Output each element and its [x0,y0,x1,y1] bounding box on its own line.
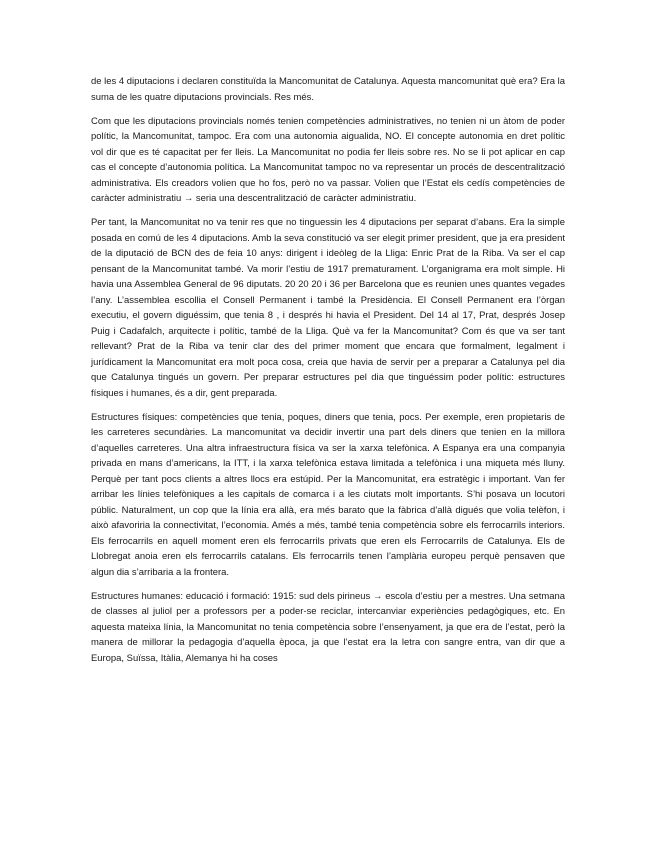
paragraph-4: Estructures físiques: competències que tenia, poques, diners que tenia, pocs. Per exemple, eren propietaris de les carreteres secundàries. La mancomunitat va decidir invertir una part dels diners que tenien en la millora d’aquelles carreteres. Una altra infraestructura física va ser la xarxa telefònica. A Espanya era una companyia privada en mans d’americans, la ITT, i la xarxa telefònica estava limitada a telefònica i una miqueta més lluny. Perquè per tant pocs clients a altres llocs era estúpid. Per la Mancomunitat, era estratègic i important. Van fer arribar les línies telefòniques a les capitals de comarca i a les ciutats molt importants. S’hi posava un locutori públic. Naturalment, un cop que la línia era allà, era més barato que la fàbrica d’allà digués que volia telèfon, i això afavoriria la connectivitat, l’economia. Amés a més, també tenia competència sobre els ferrocarrils interiors. Els ferrocarrils en aquell moment eren els ferrocarrils privats que eren els Ferrocarrils de Catalunya. Els de Llobregat anoia eren els ferrocarrils catalans. Els ferrocarrils tenen l’amplària europeu perquè pensaven que algun dia s’arribaria a la frontera. [91,411,565,578]
paragraph-1: de les 4 diputacions i declaren constituïda la Mancomunitat de Catalunya. Aquesta mancomunitat què era? Era la suma de les quatre diputacions provincials. Res més. [91,76,565,103]
paragraph-3: Per tant, la Mancomunitat no va tenir res que no tinguessin les 4 diputacions per separat d’abans. Era la simple posada en comú de les 4 diputacions. Amb la seva constitució va ser elegit primer president, que ja era president de la diputació de BCN des de feia 10 anys: dirigent i ideòleg de la Lliga: Enric Prat de la Riba. Va ser el cap pensant de la Mancomunitat també. Va morir l’estiu de 1917 prematurament. L’organigrama era molt simple. Hi havia una Assemblea General de 96 diputats. 20 20 20 i 36 per Barcelona que es reunien unes quantes vegades l’any. L’assemblea escollia el Consell Permanent i també la Presidència. El Consell Permanent era l’òrgan executiu, el govern diguéssim, que tenia 8 , i després hi havia el President. Del 14 al 17, Prat, després Josep Puig i Cadafalch, arquitecte i polític, també de la Lliga. Què va fer la Mancomunitat? Com és que va ser tant rellevant? Prat de la Riba va tenir clar des del primer moment que encara que formalment, legalment i jurídicament la Mancomunitat era molt poca cosa, creia que havia de servir per a preparar a Catalunya pel dia que Catalunya tingués un govern. Per preparar estructures pel dia que tinguéssim poder polític: estructures físiques i humanes, és a dir, gent preparada. [91,217,565,399]
document-body [91,74,565,675]
paragraph-5: Estructures humanes: educació i formació: 1915: sud dels pirineus → escola d’estiu per a mestres. Una setmana de classes al juliol per a professors per a poder-se reciclar, intercanviar experiències pedagògiques, etc. En aquesta mateixa línia, la Mancomunitat no tenia competència sobre l’ensenyament, ja que era de l’estat, però la manera de millorar la pedagogia d’aquella època, ja que l’estat era la letra con sangre entra, van dir que a Europa, Suïssa, Itàlia, Alemanya hi ha coses [91,590,565,664]
paragraph-2: Com que les diputacions provincials només tenien competències administratives, no tenien ni un àtom de poder polític, la Mancomunitat, tampoc. Era com una autonomia aigualida, NO. El concepte autonomia en dret polític vol dir que es té capacitat per fer lleis. La Mancomunitat no podia fer lleis sobre res. No se li pot aplicar en cap cas el concepte d’autonomia política. La Mancomunitat tampoc no va representar un procés de descentralització administrativa. Els creadors volien que ho fos, però no va passar. Volien que l’Estat els cedís competències de caràcter administratiu → seria una descentralització de caràcter administratiu. [91,115,565,204]
